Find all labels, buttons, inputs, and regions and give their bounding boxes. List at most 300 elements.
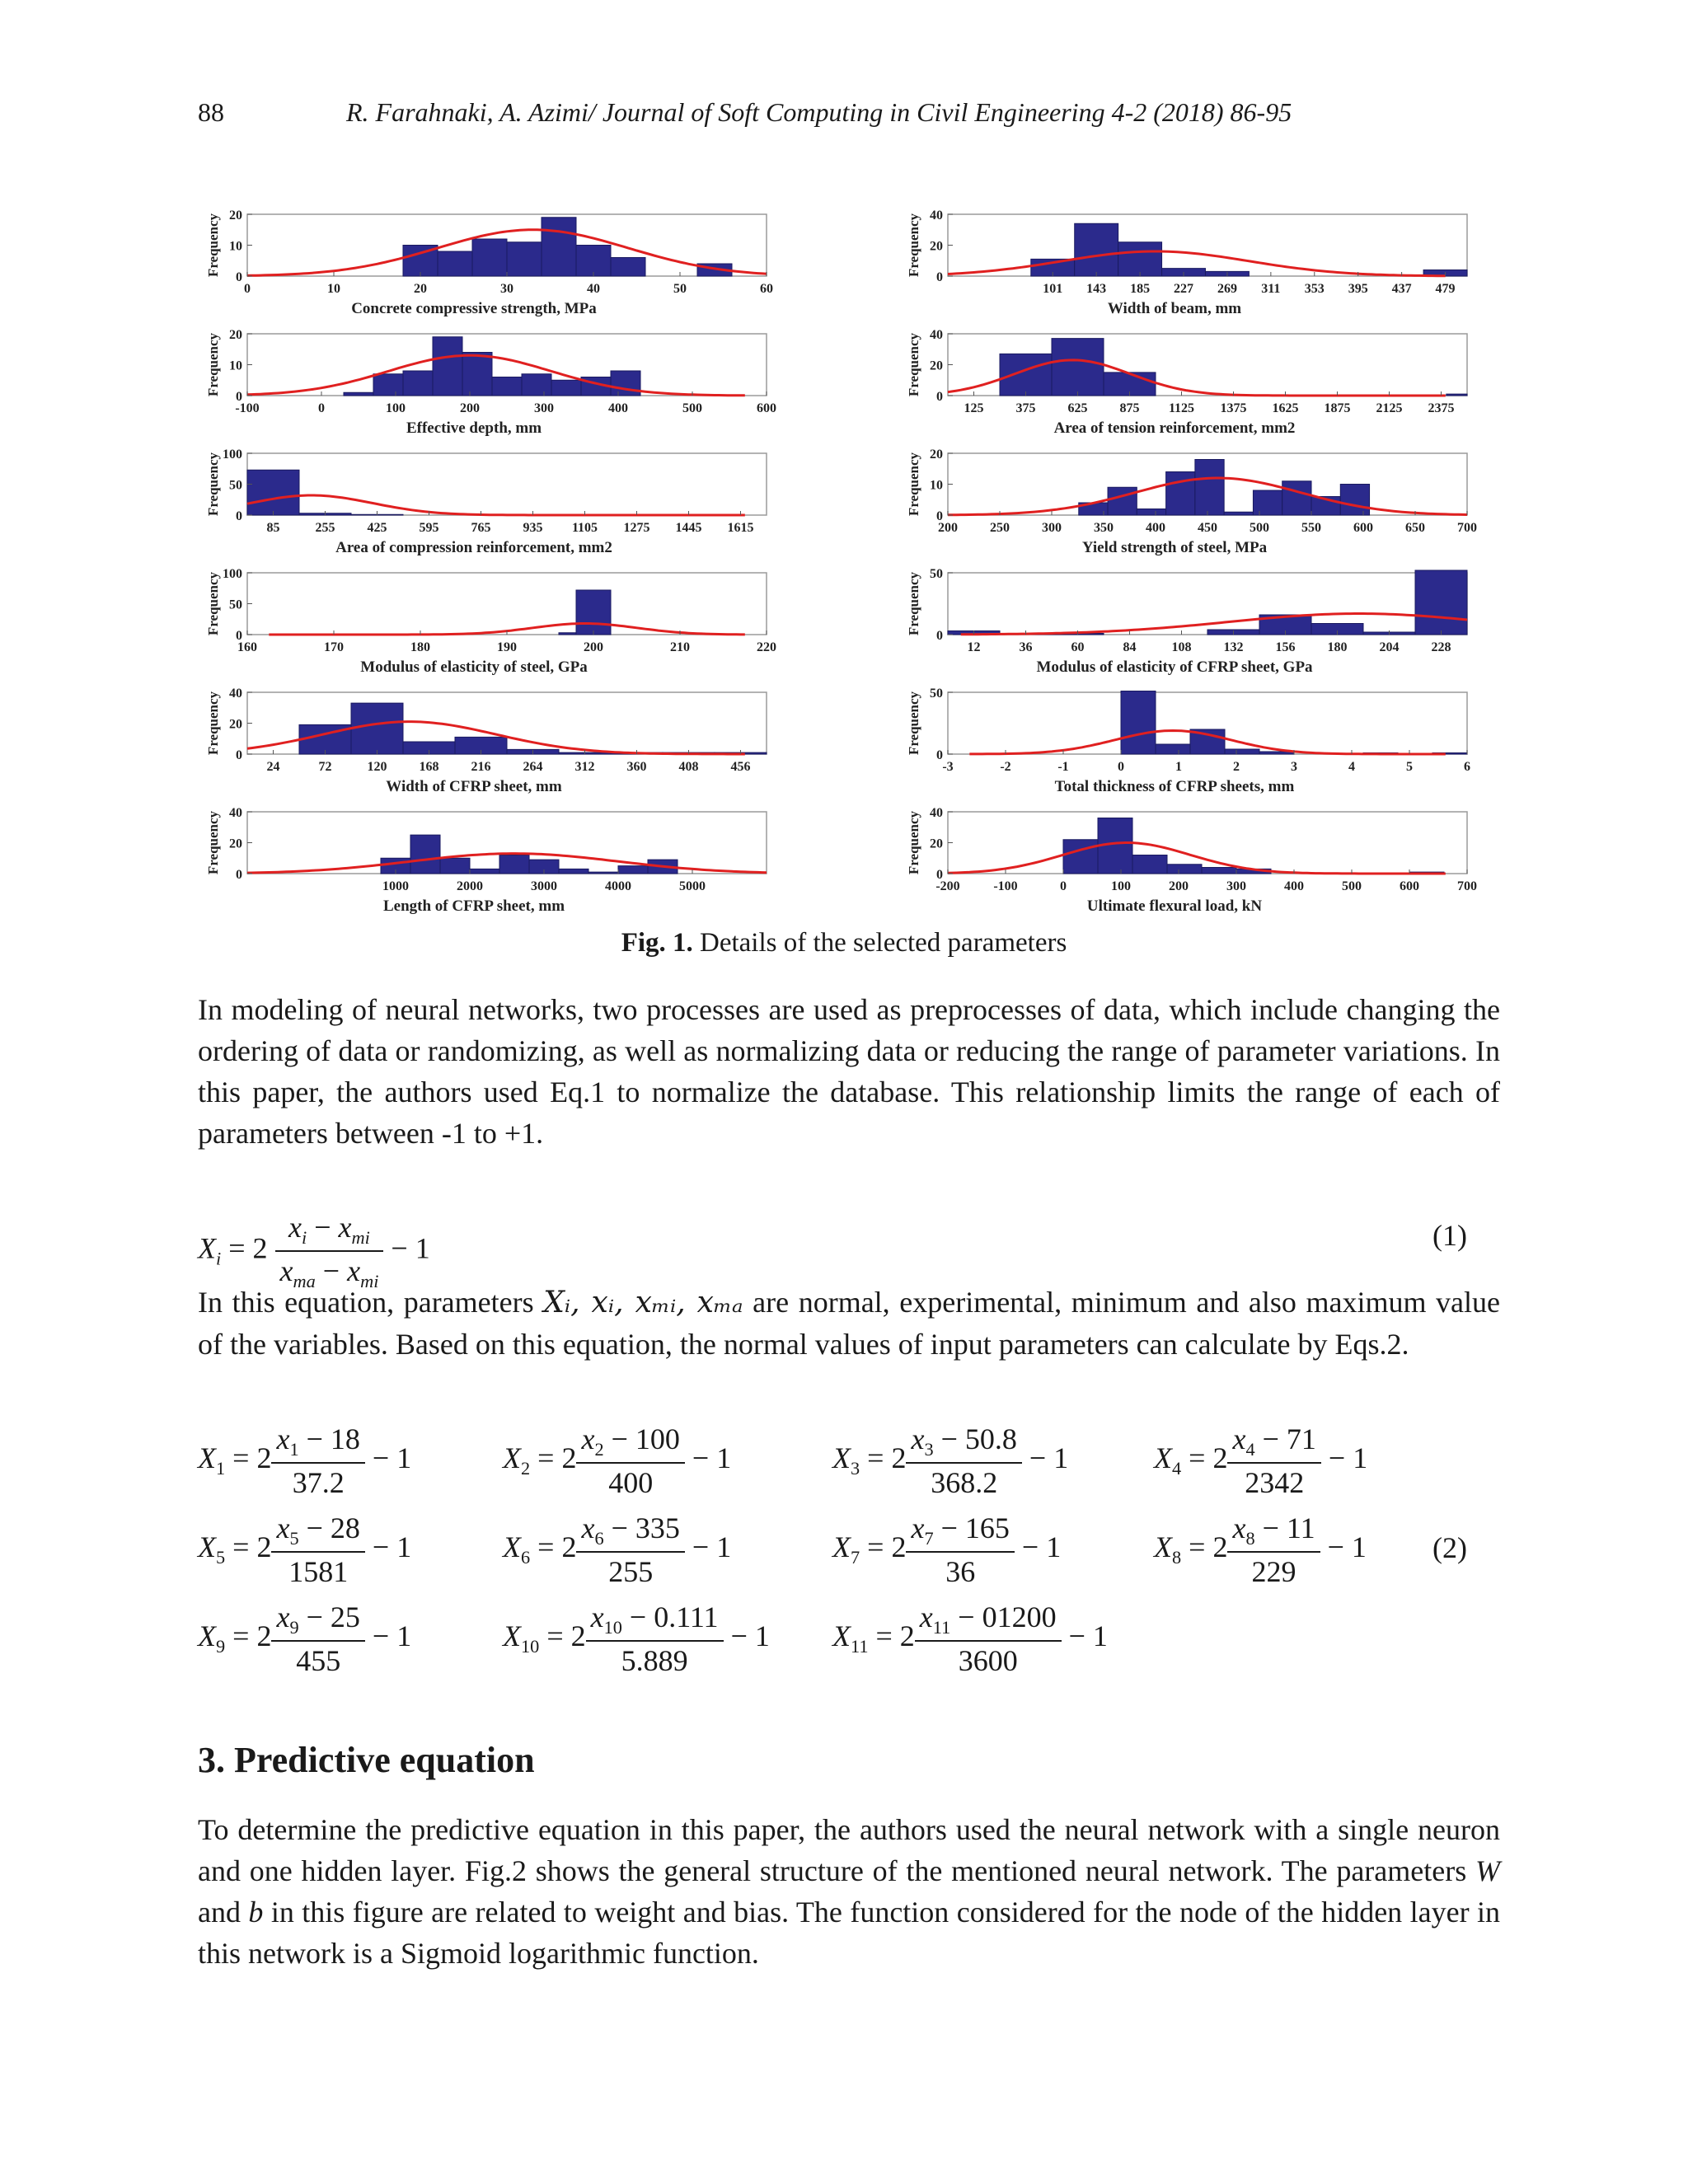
length-of-cfrp-sheet-mm-bar-2: [440, 858, 470, 874]
ultimate-flexural-load-kn-xtick-label-1: -100: [993, 879, 1018, 893]
total-thickness-of-cfrp-sheets-mm-xtick-label-5: 2: [1233, 760, 1240, 774]
eq2-lhs: X: [832, 1619, 851, 1652]
yield-strength-of-steel-mpa-bar-1: [1108, 487, 1137, 515]
area-of-tension-reinforcement-mm2-xtick-label-6: 1625: [1272, 401, 1299, 415]
total-thickness-of-cfrp-sheets-mm-xtick-label-3: 0: [1118, 760, 1124, 774]
yield-strength-of-steel-mpa-xtick-label-10: 700: [1457, 521, 1477, 535]
equation-2-number: (2): [1432, 1531, 1467, 1564]
eq2-lhs: X: [832, 1441, 851, 1474]
effective-depth-mm-ytick-label-0: 0: [236, 390, 242, 404]
total-thickness-of-cfrp-sheets-mm-xtick-label-7: 4: [1348, 760, 1355, 774]
effective-depth-mm-xtick-label-3: 200: [460, 401, 480, 415]
width-of-cfrp-sheet-mm-ytick-label-2: 40: [229, 687, 242, 701]
caption-text: Details of the selected parameters: [700, 928, 1067, 958]
effective-depth-mm-xtick-label-4: 300: [534, 401, 554, 415]
p2-before: In this equation, parameters: [198, 1286, 534, 1319]
length-of-cfrp-sheet-mm-xtick-label-2: 3000: [531, 879, 557, 893]
modulus-of-elasticity-of-cfrp-sheet-gpa-xtick-label-6: 156: [1275, 640, 1296, 654]
eq2-denominator: 2342: [1245, 1466, 1305, 1500]
yield-strength-of-steel-mpa-xtick-label-4: 400: [1146, 521, 1165, 535]
width-of-beam-mm-ylabel: Frequency: [906, 213, 921, 278]
yield-strength-of-steel-mpa-bar-7: [1282, 481, 1311, 515]
modulus-of-elasticity-of-cfrp-sheet-gpa-xtick-label-5: 132: [1223, 640, 1244, 654]
area-of-tension-reinforcement-mm2-xtick-label-2: 625: [1067, 401, 1088, 415]
width-of-cfrp-sheet-mm-xlabel: Width of CFRP sheet, mm: [386, 778, 562, 795]
equation-2-item-9: $X_9 = 2$ $\frac{x_9 - 25}{455}$ − 1: [198, 1601, 412, 1678]
concrete-compressive-strength-mpa-xtick-label-5: 50: [673, 282, 687, 296]
eq2-subtrahend: − 335: [603, 1511, 680, 1544]
modulus-of-elasticity-of-cfrp-sheet-gpa-xtick-label-8: 204: [1379, 640, 1400, 654]
modulus-of-elasticity-of-steel-gpa-xlabel: Modulus of elasticity of steel, GPa: [360, 658, 588, 676]
concrete-compressive-strength-mpa-ytick-label-0: 0: [236, 270, 242, 284]
eq2-lhs: X: [503, 1530, 521, 1563]
modulus-of-elasticity-of-steel-gpa-ylabel: Frequency: [205, 571, 221, 636]
eq2-fraction: $\frac{x_8 - 11}{229}$: [1227, 1511, 1320, 1589]
width-of-cfrp-sheet-mm-xtick-label-9: 456: [730, 760, 751, 774]
eq2-lhs-index: 4: [1172, 1458, 1182, 1479]
ultimate-flexural-load-kn-xtick-label-3: 100: [1111, 879, 1131, 893]
area-of-compression-reinforcement-mm2-xtick-label-8: 1445: [675, 521, 702, 535]
ultimate-flexural-load-kn-bar-4: [1202, 868, 1236, 874]
modulus-of-elasticity-of-cfrp-sheet-gpa-ytick-label-1: 50: [930, 567, 943, 581]
concrete-compressive-strength-mpa-xtick-label-0: 0: [244, 282, 251, 296]
eq2-fraction: $\frac{x_1 - 18}{37.2}$: [271, 1422, 364, 1500]
eq2-subtrahend: − 100: [603, 1422, 680, 1455]
equation-2-item-7: $X_7 = 2$ $\frac{x_7 - 165}{36}$ − 1: [832, 1511, 1062, 1589]
eq2-lhs-index: 2: [521, 1458, 531, 1479]
concrete-compressive-strength-mpa-bar-1: [438, 251, 472, 276]
yield-strength-of-steel-mpa-bar-3: [1166, 472, 1195, 516]
eq2-fraction: $\frac{x_{11} - 01200}{3600}$: [915, 1600, 1062, 1678]
width-of-beam-mm-xtick-label-6: 353: [1304, 282, 1325, 296]
eq2-subtrahend: − 165: [933, 1511, 1010, 1544]
length-of-cfrp-sheet-mm-bar-3: [470, 869, 499, 874]
concrete-compressive-strength-mpa-xtick-label-4: 40: [587, 282, 600, 296]
eq2-lhs-index: 3: [851, 1458, 860, 1479]
p3-and: and: [198, 1896, 241, 1929]
ultimate-flexural-load-kn-xlabel: Ultimate flexural load, kN: [1086, 898, 1263, 915]
total-thickness-of-cfrp-sheets-mm-ylabel: Frequency: [906, 691, 921, 756]
area-of-compression-reinforcement-mm2-xtick-label-0: 85: [266, 521, 280, 535]
total-thickness-of-cfrp-sheets-mm-xtick-label-6: 3: [1291, 760, 1297, 774]
width-of-cfrp-sheet-mm-xtick-label-6: 312: [574, 760, 595, 774]
width-of-cfrp-sheet-mm-bar-1: [351, 703, 403, 754]
caption-label: Fig. 1.: [621, 928, 693, 958]
concrete-compressive-strength-mpa-bar-4: [542, 218, 576, 276]
eq2-lhs: X: [1154, 1530, 1172, 1563]
effective-depth-mm-bar-3: [433, 337, 462, 396]
width-of-beam-mm-xtick-label-3: 227: [1174, 282, 1194, 296]
effective-depth-mm-ytick-label-2: 20: [229, 328, 242, 342]
length-of-cfrp-sheet-mm-bar-4: [499, 855, 529, 874]
modulus-of-elasticity-of-cfrp-sheet-gpa-xtick-label-7: 180: [1327, 640, 1348, 654]
width-of-beam-mm-bar-1: [1075, 223, 1118, 276]
eq2-subtrahend: − 0.111: [621, 1601, 719, 1633]
concrete-compressive-strength-mpa-xtick-label-3: 30: [500, 282, 513, 296]
effective-depth-mm-bar-2: [403, 371, 433, 396]
width-of-cfrp-sheet-mm-xtick-label-2: 120: [367, 760, 387, 774]
eq2-denominator: 37.2: [292, 1466, 345, 1500]
figure-1-histograms: [198, 194, 1500, 919]
length-of-cfrp-sheet-mm-xtick-label-0: 1000: [382, 879, 409, 893]
eq2-fraction: $\frac{x_{10} - 0.111}{5.889}$: [586, 1600, 724, 1678]
yield-strength-of-steel-mpa-bar-6: [1253, 490, 1282, 515]
area-of-tension-reinforcement-mm2-bar-0: [1000, 354, 1052, 396]
width-of-beam-mm-xtick-label-5: 311: [1261, 282, 1281, 296]
width-of-beam-mm-xtick-label-1: 143: [1086, 282, 1107, 296]
section-heading: 3. Predictive equation: [198, 1740, 535, 1780]
area-of-tension-reinforcement-mm2-xlabel: Area of tension reinforcement, mm2: [1053, 419, 1296, 437]
modulus-of-elasticity-of-cfrp-sheet-gpa-bar-7: [1415, 570, 1467, 635]
equation-2-item-4: $X_4 = 2$ $\frac{x_4 - 71}{2342}$ − 1: [1154, 1422, 1368, 1500]
yield-strength-of-steel-mpa-xtick-label-6: 500: [1250, 521, 1269, 535]
eq2-lhs: X: [1154, 1441, 1172, 1474]
eq2-fraction: $\frac{x_2 - 100}{400}$: [576, 1422, 684, 1500]
yield-strength-of-steel-mpa-xtick-label-7: 550: [1301, 521, 1321, 535]
effective-depth-mm-xtick-label-0: -100: [235, 401, 260, 415]
concrete-compressive-strength-mpa-bar-5: [576, 246, 611, 277]
yield-strength-of-steel-mpa-xtick-label-0: 200: [938, 521, 958, 535]
ultimate-flexural-load-kn-xtick-label-5: 300: [1226, 879, 1246, 893]
eq2-lhs: X: [198, 1441, 216, 1474]
eq2-lhs-index: 11: [851, 1636, 869, 1657]
width-of-cfrp-sheet-mm-ylabel: Frequency: [205, 691, 221, 756]
width-of-cfrp-sheet-mm-ytick-label-1: 20: [229, 717, 242, 732]
eq2-lhs-index: 7: [851, 1547, 860, 1568]
width-of-cfrp-sheet-mm-xtick-label-1: 72: [318, 760, 332, 774]
ultimate-flexural-load-kn-ytick-label-2: 40: [930, 806, 943, 820]
eq2-lhs-index: 6: [521, 1547, 531, 1568]
modulus-of-elasticity-of-steel-gpa-ytick-label-1: 50: [229, 598, 242, 612]
total-thickness-of-cfrp-sheets-mm-xtick-label-0: -3: [942, 760, 954, 774]
length-of-cfrp-sheet-mm-xtick-label-4: 5000: [679, 879, 706, 893]
p3-b: b: [248, 1896, 264, 1929]
modulus-of-elasticity-of-steel-gpa-xtick-label-6: 220: [757, 640, 776, 654]
eq2-denominator: 400: [608, 1466, 654, 1500]
area-of-compression-reinforcement-mm2-xtick-label-2: 425: [367, 521, 387, 535]
length-of-cfrp-sheet-mm-xlabel: Length of CFRP sheet, mm: [382, 898, 565, 915]
width-of-cfrp-sheet-mm-xtick-label-8: 408: [678, 760, 699, 774]
modulus-of-elasticity-of-steel-gpa-xtick-label-2: 180: [410, 640, 430, 654]
effective-depth-mm-xlabel: Effective depth, mm: [406, 419, 542, 437]
equation-2-item-3: $X_3 = 2$ $\frac{x_3 - 50.8}{368.2}$ − 1: [832, 1422, 1069, 1500]
eq2-fraction: $\frac{x_4 - 71}{2342}$: [1227, 1422, 1320, 1500]
area-of-tension-reinforcement-mm2-xtick-label-7: 1875: [1324, 401, 1351, 415]
effective-depth-mm-bar-0: [344, 392, 373, 396]
eq2-lhs-index: 8: [1172, 1547, 1182, 1568]
yield-strength-of-steel-mpa-xtick-label-2: 300: [1042, 521, 1062, 535]
ultimate-flexural-load-kn-xtick-label-7: 500: [1342, 879, 1362, 893]
eq2-denominator: 3600: [958, 1644, 1018, 1678]
width-of-cfrp-sheet-mm-xtick-label-7: 360: [626, 760, 647, 774]
ultimate-flexural-load-kn-xtick-label-4: 200: [1169, 879, 1189, 893]
p3-text: To determine the predictive equation in this paper, the authors used the neural network with a single neuron and one hidden layer. Fig.2 shows the general structure of the mentioned neural network. The parameters: [198, 1813, 1500, 1887]
yield-strength-of-steel-mpa-xtick-label-5: 450: [1198, 521, 1217, 535]
width-of-cfrp-sheet-mm-xtick-label-0: 24: [266, 760, 280, 774]
ultimate-flexural-load-kn-xtick-label-2: 0: [1060, 879, 1067, 893]
paragraph-predictive-equation: [198, 1809, 1500, 1974]
p2-variables: Xᵢ, xᵢ, xₘᵢ, xₘₐ: [543, 1286, 743, 1319]
width-of-beam-mm-xtick-label-8: 437: [1391, 282, 1412, 296]
concrete-compressive-strength-mpa-ytick-label-2: 20: [229, 209, 242, 223]
modulus-of-elasticity-of-cfrp-sheet-gpa-xtick-label-3: 84: [1123, 640, 1137, 654]
page-number: 88: [198, 97, 224, 127]
yield-strength-of-steel-mpa-xtick-label-8: 600: [1353, 521, 1373, 535]
area-of-tension-reinforcement-mm2-xtick-label-8: 2125: [1376, 401, 1403, 415]
total-thickness-of-cfrp-sheets-mm-bar-3: [1225, 749, 1259, 754]
modulus-of-elasticity-of-steel-gpa-xtick-label-4: 200: [584, 640, 603, 654]
eq2-denominator: 5.889: [621, 1644, 688, 1678]
eq2-fraction: $\frac{x_3 - 50.8}{368.2}$: [906, 1422, 1021, 1500]
effective-depth-mm-bar-6: [522, 374, 551, 396]
effective-depth-mm-bar-4: [462, 353, 492, 396]
yield-strength-of-steel-mpa-ytick-label-0: 0: [936, 509, 943, 523]
yield-strength-of-steel-mpa-ylabel: Frequency: [906, 452, 921, 517]
area-of-compression-reinforcement-mm2-xtick-label-3: 595: [419, 521, 439, 535]
modulus-of-elasticity-of-cfrp-sheet-gpa-xtick-label-1: 36: [1019, 640, 1033, 654]
modulus-of-elasticity-of-cfrp-sheet-gpa-xtick-label-4: 108: [1171, 640, 1192, 654]
yield-strength-of-steel-mpa-xtick-label-1: 250: [990, 521, 1010, 535]
total-thickness-of-cfrp-sheets-mm-xtick-label-4: 1: [1175, 760, 1182, 774]
area-of-tension-reinforcement-mm2-bar-3: [1447, 394, 1467, 396]
area-of-compression-reinforcement-mm2-xtick-label-1: 255: [315, 521, 335, 535]
total-thickness-of-cfrp-sheets-mm-xtick-label-2: -1: [1057, 760, 1069, 774]
p2-after: are normal, experimental, minimum and also maximum value of the variables. Based on this equation, the normal values of input parameters can calculate by Eqs.2.: [198, 1286, 1501, 1361]
effective-depth-mm-xtick-label-5: 400: [608, 401, 628, 415]
area-of-compression-reinforcement-mm2-ytick-label-2: 100: [223, 448, 242, 462]
width-of-beam-mm-xtick-label-4: 269: [1217, 282, 1237, 296]
ultimate-flexural-load-kn-xtick-label-8: 600: [1400, 879, 1419, 893]
concrete-compressive-strength-mpa-ytick-label-1: 10: [229, 239, 242, 254]
area-of-compression-reinforcement-mm2-xlabel: Area of compression reinforcement, mm2: [335, 539, 612, 556]
width-of-beam-mm-bar-2: [1118, 242, 1162, 276]
area-of-tension-reinforcement-mm2-ytick-label-0: 0: [936, 390, 943, 404]
width-of-beam-mm-ytick-label-0: 0: [936, 270, 943, 284]
area-of-compression-reinforcement-mm2-ytick-label-0: 0: [236, 509, 242, 523]
area-of-compression-reinforcement-mm2-xtick-label-9: 1615: [727, 521, 754, 535]
ultimate-flexural-load-kn-bar-0: [1063, 840, 1098, 874]
modulus-of-elasticity-of-cfrp-sheet-gpa-plot-frame: [948, 573, 1467, 635]
modulus-of-elasticity-of-cfrp-sheet-gpa-xtick-label-9: 228: [1431, 640, 1451, 654]
yield-strength-of-steel-mpa-bar-9: [1340, 485, 1369, 516]
eq2-lhs-index: 10: [521, 1636, 540, 1657]
equation-2-item-8: $X_8 = 2$ $\frac{x_8 - 11}{229}$ − 1: [1154, 1511, 1367, 1589]
modulus-of-elasticity-of-steel-gpa-xtick-label-3: 190: [497, 640, 517, 654]
modulus-of-elasticity-of-cfrp-sheet-gpa-xlabel: Modulus of elasticity of CFRP sheet, GPa: [1036, 658, 1313, 676]
effective-depth-mm-xtick-label-2: 100: [386, 401, 406, 415]
area-of-tension-reinforcement-mm2-xtick-label-5: 1375: [1220, 401, 1247, 415]
yield-strength-of-steel-mpa-ytick-label-2: 20: [930, 448, 943, 462]
paragraph-preprocessing: In modeling of neural networks, two processes are used as preprocesses of data, which include changing the ordering of data or randomizing, as well as normalizing data or reducing the range of parameter variations. In this paper, the authors used Eq.1 to normalize the database. This relationship limits the range of each of parameters between -1 to +1.: [198, 993, 1500, 1150]
width-of-cfrp-sheet-mm-ytick-label-0: 0: [236, 748, 242, 762]
ultimate-flexural-load-kn-ytick-label-1: 20: [930, 837, 943, 851]
length-of-cfrp-sheet-mm-xtick-label-1: 2000: [457, 879, 483, 893]
area-of-compression-reinforcement-mm2-bar-0: [247, 470, 299, 515]
modulus-of-elasticity-of-steel-gpa-bar-3: [576, 590, 611, 635]
width-of-beam-mm-xlabel: Width of beam, mm: [1107, 300, 1242, 317]
concrete-compressive-strength-mpa-bar-2: [472, 239, 507, 276]
equation-1-number: (1): [1432, 1219, 1467, 1252]
modulus-of-elasticity-of-steel-gpa-plot-frame: [247, 573, 767, 635]
area-of-compression-reinforcement-mm2-fit-curve: [247, 495, 745, 515]
area-of-tension-reinforcement-mm2-ytick-label-2: 40: [930, 328, 943, 342]
area-of-tension-reinforcement-mm2-xtick-label-4: 1125: [1168, 401, 1195, 415]
length-of-cfrp-sheet-mm-bar-8: [618, 866, 648, 874]
effective-depth-mm-bar-5: [492, 377, 522, 396]
equation-2-block: [198, 1422, 1500, 1694]
area-of-compression-reinforcement-mm2-ylabel: Frequency: [205, 452, 221, 517]
area-of-tension-reinforcement-mm2-ylabel: Frequency: [906, 332, 921, 397]
ultimate-flexural-load-kn-ylabel: Frequency: [906, 810, 921, 875]
concrete-compressive-strength-mpa-xtick-label-1: 10: [327, 282, 340, 296]
area-of-tension-reinforcement-mm2-bar-1: [1052, 339, 1104, 396]
total-thickness-of-cfrp-sheets-mm-xtick-label-1: -2: [1000, 760, 1011, 774]
width-of-beam-mm-ytick-label-1: 20: [930, 239, 943, 254]
modulus-of-elasticity-of-cfrp-sheet-gpa-xtick-label-0: 12: [967, 640, 981, 654]
area-of-compression-reinforcement-mm2-xtick-label-5: 935: [523, 521, 543, 535]
equation-2-item-11: $X_{11} = 2$ $\frac{x_{11} - 01200}{3600}$ − 1: [832, 1601, 1108, 1678]
eq2-lhs-index: 1: [216, 1458, 226, 1479]
ultimate-flexural-load-kn-ytick-label-0: 0: [936, 868, 943, 882]
area-of-tension-reinforcement-mm2-xtick-label-9: 2375: [1428, 401, 1455, 415]
effective-depth-mm-xtick-label-7: 600: [757, 401, 776, 415]
running-header: [198, 97, 1500, 138]
total-thickness-of-cfrp-sheets-mm-bar-1: [1156, 744, 1190, 754]
eq2-lhs: X: [198, 1619, 216, 1652]
yield-strength-of-steel-mpa-xtick-label-9: 650: [1405, 521, 1425, 535]
width-of-cfrp-sheet-mm-xtick-label-4: 216: [471, 760, 491, 774]
yield-strength-of-steel-mpa-xtick-label-3: 350: [1094, 521, 1114, 535]
eq2-fraction: $\frac{x_6 - 335}{255}$: [576, 1511, 684, 1589]
area-of-tension-reinforcement-mm2-xtick-label-3: 875: [1119, 401, 1140, 415]
width-of-beam-mm-xtick-label-0: 101: [1043, 282, 1063, 296]
width-of-beam-mm-xtick-label-9: 479: [1435, 282, 1456, 296]
yield-strength-of-steel-mpa-bar-2: [1137, 509, 1165, 516]
modulus-of-elasticity-of-cfrp-sheet-gpa-ytick-label-0: 0: [936, 629, 943, 643]
paragraph-equation-variables: [198, 1282, 1500, 1365]
width-of-beam-mm-xtick-label-7: 395: [1348, 282, 1368, 296]
eq2-subtrahend: − 28: [298, 1511, 360, 1544]
effective-depth-mm-ylabel: Frequency: [205, 332, 221, 397]
ultimate-flexural-load-kn-xtick-label-0: -200: [935, 879, 960, 893]
journal-citation: R. Farahnaki, A. Azimi/ Journal of Soft Computing in Civil Engineering 4-2 (2018) 86-95: [346, 97, 1292, 127]
equation-1: $X_i = 2$ $\frac{x_i - x_{mi}}{x_{ma} - x_{mi}}$ − 1 (1): [198, 1211, 1467, 1292]
area-of-compression-reinforcement-mm2-xtick-label-6: 1105: [571, 521, 598, 535]
length-of-cfrp-sheet-mm-ytick-label-1: 20: [229, 837, 242, 851]
length-of-cfrp-sheet-mm-ytick-label-0: 0: [236, 868, 242, 882]
modulus-of-elasticity-of-cfrp-sheet-gpa-xtick-label-2: 60: [1071, 640, 1085, 654]
eq2-lhs-index: 9: [216, 1636, 226, 1657]
total-thickness-of-cfrp-sheets-mm-xtick-label-8: 5: [1406, 760, 1413, 774]
equation-2-item-10: $X_{10} = 2$ $\frac{x_{10} - 0.111}{5.889}$ − 1: [503, 1601, 770, 1678]
total-thickness-of-cfrp-sheets-mm-bar-0: [1121, 691, 1156, 755]
modulus-of-elasticity-of-steel-gpa-xtick-label-5: 210: [670, 640, 690, 654]
eq2-subtrahend: − 50.8: [933, 1422, 1017, 1455]
eq2-subtrahend: − 71: [1254, 1422, 1316, 1455]
effective-depth-mm-xtick-label-1: 0: [318, 401, 325, 415]
length-of-cfrp-sheet-mm-xtick-label-3: 4000: [605, 879, 631, 893]
eq2-lhs: X: [503, 1619, 521, 1652]
concrete-compressive-strength-mpa-xlabel: Concrete compressive strength, MPa: [351, 300, 597, 317]
eq2-lhs: X: [832, 1530, 851, 1563]
area-of-compression-reinforcement-mm2-ytick-label-1: 50: [229, 478, 242, 493]
width-of-beam-mm-ytick-label-2: 40: [930, 209, 943, 223]
ultimate-flexural-load-kn-bar-3: [1167, 865, 1202, 874]
eq2-denominator: 1581: [288, 1555, 349, 1589]
eq2-fraction: $\frac{x_7 - 165}{36}$: [906, 1511, 1014, 1589]
eq2-subtrahend: − 11: [1254, 1511, 1315, 1544]
length-of-cfrp-sheet-mm-bar-6: [559, 869, 588, 874]
effective-depth-mm-ytick-label-1: 10: [229, 359, 242, 373]
eq2-denominator: 36: [945, 1555, 976, 1589]
eq2-subtrahend: − 25: [298, 1601, 360, 1633]
modulus-of-elasticity-of-cfrp-sheet-gpa-ylabel: Frequency: [906, 571, 921, 636]
area-of-tension-reinforcement-mm2-ytick-label-1: 20: [930, 359, 943, 373]
effective-depth-mm-bar-9: [611, 371, 640, 396]
modulus-of-elasticity-of-steel-gpa-xtick-label-0: 160: [237, 640, 257, 654]
width-of-beam-mm-xtick-label-2: 185: [1130, 282, 1151, 296]
concrete-compressive-strength-mpa-bar-3: [507, 242, 542, 276]
eq2-denominator: 255: [608, 1555, 654, 1589]
ultimate-flexural-load-kn-xtick-label-6: 400: [1284, 879, 1304, 893]
total-thickness-of-cfrp-sheets-mm-xlabel: Total thickness of CFRP sheets, mm: [1054, 778, 1295, 795]
total-thickness-of-cfrp-sheets-mm-xtick-label-9: 6: [1464, 760, 1470, 774]
p3-w: W: [1475, 1854, 1500, 1887]
concrete-compressive-strength-mpa-ylabel: Frequency: [205, 213, 221, 278]
yield-strength-of-steel-mpa-xlabel: Yield strength of steel, MPa: [1081, 539, 1268, 556]
equation-2-item-2: $X_2 = 2$ $\frac{x_2 - 100}{400}$ − 1: [503, 1422, 732, 1500]
figure-caption: [0, 928, 1688, 958]
ultimate-flexural-load-kn-bar-2: [1132, 855, 1167, 874]
modulus-of-elasticity-of-steel-gpa-ytick-label-0: 0: [236, 629, 242, 643]
concrete-compressive-strength-mpa-xtick-label-6: 60: [760, 282, 773, 296]
eq2-lhs: X: [503, 1441, 521, 1474]
yield-strength-of-steel-mpa-ytick-label-1: 10: [930, 478, 943, 493]
area-of-tension-reinforcement-mm2-xtick-label-0: 125: [964, 401, 984, 415]
eq2-fraction: $\frac{x_9 - 25}{455}$: [271, 1600, 364, 1678]
area-of-compression-reinforcement-mm2-xtick-label-7: 1275: [623, 521, 650, 535]
effective-depth-mm-bar-7: [551, 380, 581, 396]
yield-strength-of-steel-mpa-bar-5: [1224, 512, 1253, 515]
eq2-subtrahend: − 18: [298, 1422, 360, 1455]
eq2-lhs: X: [198, 1530, 216, 1563]
ultimate-flexural-load-kn-xtick-label-9: 700: [1457, 879, 1477, 893]
eq2-denominator: 368.2: [931, 1466, 998, 1500]
width-of-cfrp-sheet-mm-xtick-label-3: 168: [419, 760, 439, 774]
equation-2-item-5: $X_5 = 2$ $\frac{x_5 - 28}{1581}$ − 1: [198, 1511, 412, 1589]
eq2-lhs-index: 5: [216, 1547, 226, 1568]
modulus-of-elasticity-of-steel-gpa-xtick-label-1: 170: [324, 640, 344, 654]
eq2-denominator: 229: [1251, 1555, 1296, 1589]
concrete-compressive-strength-mpa-xtick-label-2: 20: [414, 282, 427, 296]
yield-strength-of-steel-mpa-bar-4: [1195, 460, 1224, 516]
total-thickness-of-cfrp-sheets-mm-ytick-label-0: 0: [936, 748, 943, 762]
eq2-subtrahend: − 01200: [950, 1601, 1057, 1633]
total-thickness-of-cfrp-sheets-mm-ytick-label-1: 50: [930, 687, 943, 701]
length-of-cfrp-sheet-mm-ytick-label-2: 40: [229, 806, 242, 820]
effective-depth-mm-xtick-label-6: 500: [682, 401, 702, 415]
area-of-compression-reinforcement-mm2-plot-frame: [247, 453, 767, 515]
equation-2-item-1: $X_1 = 2$ $\frac{x_1 - 18}{37.2}$ − 1: [198, 1422, 412, 1500]
equation-2-item-6: $X_6 = 2$ $\frac{x_6 - 335}{255}$ − 1: [503, 1511, 732, 1589]
effective-depth-mm-bar-1: [373, 374, 403, 396]
eq2-denominator: 455: [296, 1644, 341, 1678]
length-of-cfrp-sheet-mm-bar-1: [410, 835, 440, 874]
length-of-cfrp-sheet-mm-ylabel: Frequency: [205, 810, 221, 875]
modulus-of-elasticity-of-steel-gpa-ytick-label-2: 100: [223, 567, 242, 581]
eq2-fraction: $\frac{x_5 - 28}{1581}$: [271, 1511, 364, 1589]
length-of-cfrp-sheet-mm-bar-7: [588, 872, 618, 874]
